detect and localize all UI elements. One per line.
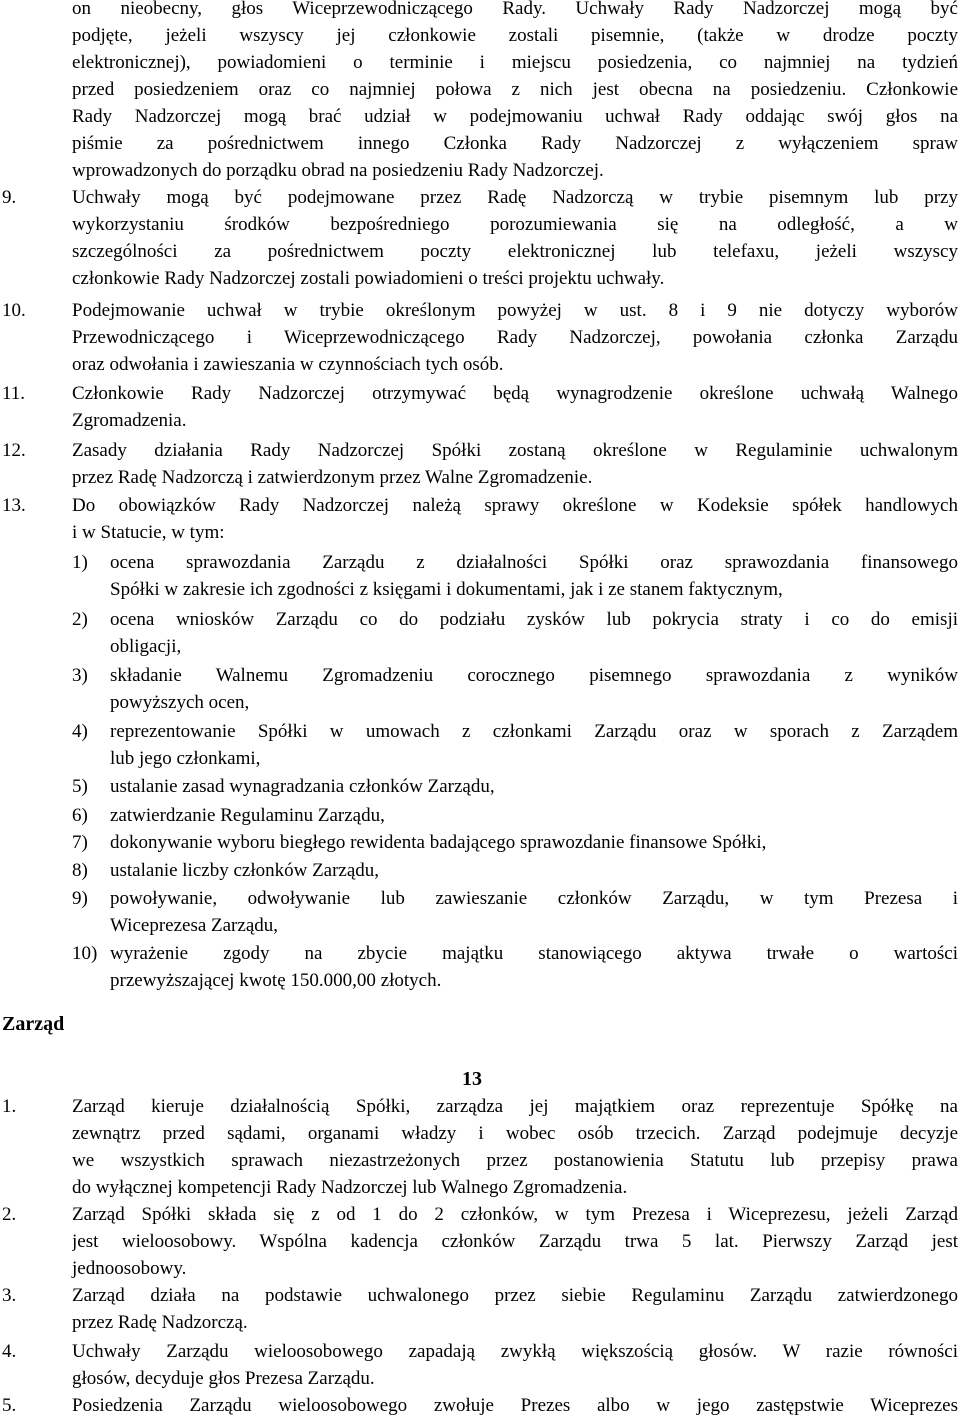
text-line: zatwierdzanie Regulaminu Zarządu,: [110, 805, 385, 826]
text-line: i w Statucie, w tym:: [72, 522, 225, 543]
text-line: ustalanie liczby członków Zarządu,: [110, 860, 380, 881]
text-line: wykorzystaniu środków bezpośredniego porozumiewania się na odległość, a w: [72, 214, 958, 235]
text-line: on nieobecny, głos Wiceprzewodniczącego Rady. Uchwały Rady Nadzorczej mogą być: [72, 0, 958, 19]
text-line: wprowadzonych do porządku obrad na posiedzeniu Rady Nadzorczej.: [72, 160, 604, 181]
item-number: 1): [72, 552, 88, 573]
text-line: ocena sprawozdania Zarządu z działalności Spółki oraz sprawozdania finansowego: [110, 552, 958, 573]
item-number: 3.: [2, 1285, 17, 1306]
text-line: Spółki w zakresie ich zgodności z księgami i dokumentami, jak i ze stanem faktycznym,: [110, 579, 783, 600]
text-line: Zarząd kieruje działalnością Spółki, zarządza jej majątkiem oraz reprezentuje Spółkę na: [72, 1096, 958, 1117]
text-line: Podejmowanie uchwał w trybie określonym powyżej w ust. 8 i 9 nie dotyczy wyborów: [72, 300, 958, 321]
text-line: we wszystkich sprawach niezastrzeżonych przez postanowienia Statutu lub przepisy prawa: [72, 1150, 958, 1171]
text-line: podjęte, jeżeli wszyscy jej członkowie zostali pisemnie, (także w drodze poczty: [72, 25, 958, 46]
text-line: Wiceprezesa Zarządu,: [110, 915, 279, 936]
item-number: 6): [72, 805, 88, 826]
text-line: ustalanie zasad wynagradzania członków Zarządu,: [110, 776, 495, 797]
item-number: 10.: [2, 300, 26, 321]
text-line: piśmie za pośrednictwem innego Członka Rady Nadzorczej z wyłączeniem spraw: [72, 133, 958, 154]
text-line: do wyłącznej kompetencji Rady Nadzorczej lub Walnego Zgromadzenia.: [72, 1177, 628, 1198]
text-line: przez Radę Nadzorczą i zatwierdzonym przez Walne Zgromadzenie.: [72, 467, 593, 488]
text-line: powoływanie, odwoływanie lub zawieszanie członków Zarządu, w tym Prezesa i: [110, 888, 958, 909]
item-number: 8): [72, 860, 88, 881]
text-line: Zarząd działa na podstawie uchwalonego przez siebie Regulaminu Zarządu zatwierdzonego: [72, 1285, 958, 1306]
text-line: Rady Nadzorczej mogą brać udział w podejmowaniu uchwał Rady oddając swój głos na: [72, 106, 958, 127]
item-number: 1.: [2, 1096, 17, 1117]
item-number: 5): [72, 776, 88, 797]
item-number: 7): [72, 832, 88, 853]
text-line: Zgromadzenia.: [72, 410, 187, 431]
text-line: Do obowiązków Rady Nadzorczej należą sprawy określone w Kodeksie spółek handlowych: [72, 495, 958, 516]
text-line: Uchwały mogą być podejmowane przez Radę Nadzorczą w trybie pisemnym lub przy: [72, 187, 958, 208]
paragraph-number: 13: [462, 1068, 482, 1090]
text-line: przewyższającej kwotę 150.000,00 złotych.: [110, 970, 442, 991]
item-number: 12.: [2, 440, 26, 461]
text-line: Posiedzenia Zarządu wieloosobowego zwołuje Prezes albo w jego zastępstwie Wiceprezes: [72, 1395, 958, 1416]
section-heading: Zarząd: [2, 1013, 65, 1035]
item-number: 10): [72, 943, 98, 964]
item-number: 3): [72, 665, 88, 686]
text-line: przed posiedzeniem oraz co najmniej połowa z nich jest obecna na posiedzeniu. Członkowie: [72, 79, 958, 100]
item-number: 4.: [2, 1341, 17, 1362]
text-line: członkowie Rady Nadzorczej zostali powiadomieni o treści projektu uchwały.: [72, 268, 665, 289]
text-line: dokonywanie wyboru biegłego rewidenta badającego sprawozdanie finansowe Spółki,: [110, 832, 767, 853]
item-number: 9): [72, 888, 88, 909]
text-line: głosów, decyduje głos Prezesa Zarządu.: [72, 1368, 375, 1389]
text-line: składanie Walnemu Zgromadzeniu corocznego pisemnego sprawozdania z wyników: [110, 665, 958, 686]
text-line: Zasady działania Rady Nadzorczej Spółki zostaną określone w Regulaminie uchwalonym: [72, 440, 958, 461]
text-line: reprezentowanie Spółki w umowach z członkami Zarządu oraz w sporach z Zarządem: [110, 721, 958, 742]
text-line: obligacji,: [110, 636, 182, 657]
text-line: wyrażenie zgody na zbycie majątku stanowiącego aktywa trwałe o wartości: [110, 943, 958, 964]
text-line: Przewodniczącego i Wiceprzewodniczącego Rady Nadzorczej, powołania członka Zarządu: [72, 327, 958, 348]
text-line: Członkowie Rady Nadzorczej otrzymywać będą wynagrodzenie określone uchwałą Walnego: [72, 383, 958, 404]
text-line: jednoosobowy.: [72, 1258, 187, 1279]
item-number: 2.: [2, 1204, 17, 1225]
item-number: 5.: [2, 1395, 17, 1416]
text-line: Zarząd Spółki składa się z od 1 do 2 członków, w tym Prezesa i Wiceprezesu, jeżeli Zarząd: [72, 1204, 958, 1225]
text-line: Uchwały Zarządu wieloosobowego zapadają zwykłą większością głosów. W razie równości: [72, 1341, 958, 1362]
text-line: elektronicznej), powiadomieni o terminie i miejscu posiedzenia, co najmniej na tydzień: [72, 52, 958, 73]
text-line: oraz odwołania i zawieszania w czynnościach tych osób.: [72, 354, 504, 375]
text-line: powyższych ocen,: [110, 692, 250, 713]
text-line: szczególności za pośrednictwem poczty elektronicznej lub telefaxu, jeżeli wszyscy: [72, 241, 958, 262]
text-line: lub jego członkami,: [110, 748, 261, 769]
text-line: jest wieloosobowy. Wspólna kadencja członków Zarządu trwa 5 lat. Pierwszy Zarząd jest: [72, 1231, 958, 1252]
item-number: 9.: [2, 187, 17, 208]
item-number: 4): [72, 721, 88, 742]
text-line: przez Radę Nadzorczą.: [72, 1312, 248, 1333]
text-line: ocena wniosków Zarządu co do podziału zysków lub pokrycia straty i co do emisji: [110, 609, 958, 630]
item-number: 11.: [2, 383, 26, 404]
item-number: 13.: [2, 495, 26, 516]
item-number: 2): [72, 609, 88, 630]
text-line: zewnątrz przed sądami, organami władzy i wobec osób trzecich. Zarząd podejmuje decyzje: [72, 1123, 958, 1144]
